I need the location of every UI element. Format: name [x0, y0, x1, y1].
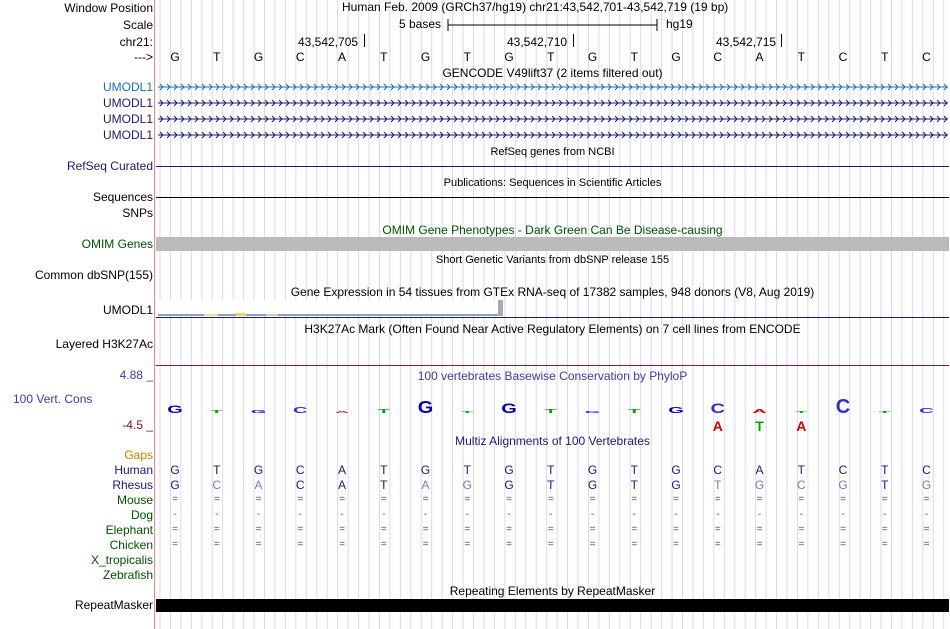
- cons-logo-base: G: [417, 397, 434, 417]
- cons-logo-base: A: [752, 408, 767, 415]
- alignment-base: C: [212, 478, 222, 492]
- alignment-base: C: [295, 478, 305, 492]
- alignment-base: =: [881, 524, 888, 535]
- dbsnp-title[interactable]: Short Genetic Variants from dbSNP release 155: [435, 254, 670, 266]
- alignment-base: A: [254, 478, 263, 492]
- alignment-base: T: [797, 463, 805, 477]
- repeat-bar[interactable]: [156, 599, 949, 612]
- alignment-base: C: [713, 463, 723, 477]
- alignment-base: =: [798, 524, 805, 535]
- alignment-base: G: [671, 478, 681, 492]
- h3k27-line[interactable]: [156, 365, 949, 366]
- species-label[interactable]: Dog: [130, 508, 153, 522]
- alignment-base: =: [756, 539, 763, 550]
- chr-label: chr21:: [119, 35, 153, 49]
- alignment-base: C: [796, 478, 806, 492]
- gtex-title[interactable]: Gene Expression in 54 tissues from GTEx RNA-seq of 17382 samples, 948 donors (V8, Aug 2019): [290, 285, 815, 299]
- alignment-base: =: [213, 524, 220, 535]
- alignment-base: T: [714, 478, 722, 492]
- alignment-base: A: [755, 463, 764, 477]
- coord-tick-3: [781, 34, 782, 47]
- coord-1: 43,542,705: [298, 35, 359, 49]
- omim-label[interactable]: OMIM Genes: [81, 237, 153, 251]
- alignment-base: -: [215, 509, 219, 520]
- cons-logo-base: C: [835, 396, 851, 418]
- alignment-base: =: [339, 539, 345, 550]
- alignment-base: -: [423, 509, 428, 520]
- sequence-base: C: [713, 50, 723, 64]
- alignment-base: A: [337, 463, 346, 477]
- alignment-base: T: [881, 463, 889, 477]
- cons-logo-base: G: [501, 399, 517, 417]
- gencode-title[interactable]: GENCODE V49lift37 (2 items filtered out): [442, 66, 663, 80]
- cons-logo-neg-base: A: [712, 418, 723, 434]
- gaps-label[interactable]: Gaps: [124, 448, 153, 462]
- scale-label: Scale: [122, 18, 153, 32]
- sequence-base: T: [630, 50, 638, 64]
- alignment-base: =: [798, 494, 805, 505]
- alignment-base: =: [255, 539, 262, 550]
- sequence-base: A: [755, 50, 764, 64]
- sequence-base: G: [253, 50, 264, 64]
- gencode-gene-4[interactable]: UMODL1: [102, 128, 153, 142]
- species-label[interactable]: Mouse: [116, 493, 153, 507]
- alignment-base: T: [881, 478, 889, 492]
- cons-logo-base: C: [710, 399, 725, 417]
- cons-logo-base: C: [293, 405, 308, 416]
- alignment-base: =: [380, 539, 387, 550]
- alignment-base: =: [547, 539, 554, 550]
- sequence-base: C: [838, 50, 848, 64]
- species-label[interactable]: Human: [114, 463, 153, 477]
- sequence-base: G: [671, 50, 681, 64]
- alignment-base: -: [799, 509, 803, 520]
- alignment-base: G: [253, 463, 264, 477]
- alignment-base: =: [756, 494, 763, 505]
- cons-min: -4.5 _: [122, 418, 153, 432]
- alignment-base: =: [380, 494, 387, 505]
- alignment-base: -: [590, 509, 595, 520]
- cons-logo-base: G: [167, 403, 183, 416]
- alignment-base: T: [380, 463, 388, 477]
- alignment-base: =: [923, 494, 930, 505]
- alignment-base: G: [587, 463, 598, 477]
- alignment-base: T: [630, 463, 638, 477]
- alignment-base: =: [380, 524, 387, 535]
- alignment-base: =: [547, 494, 554, 505]
- alignment-base: =: [756, 524, 763, 535]
- cons-logo-base: T: [544, 408, 557, 415]
- cons-logo-base: T: [628, 408, 641, 415]
- alignment-base: =: [798, 539, 805, 550]
- species-label[interactable]: Rhesus: [112, 478, 153, 492]
- alignment-base: -: [883, 509, 887, 520]
- alignment-base: G: [462, 478, 472, 492]
- sequence-base: T: [881, 50, 889, 64]
- alignment-base: =: [339, 494, 345, 505]
- alignment-base: G: [420, 463, 431, 477]
- alignment-base: =: [673, 524, 679, 535]
- alignment-base: -: [841, 509, 845, 520]
- alignment-base: =: [589, 494, 596, 505]
- gencode-gene-2[interactable]: UMODL1: [102, 96, 153, 110]
- sequence-base: G: [504, 50, 514, 64]
- alignment-base: =: [840, 539, 846, 550]
- sequence-base: C: [295, 50, 305, 64]
- alignment-base: T: [463, 463, 471, 477]
- alignment-base: =: [840, 524, 846, 535]
- cons-logo-base: T: [210, 409, 223, 415]
- alignment-base: =: [297, 539, 304, 550]
- sequence-base: G: [420, 50, 431, 64]
- cons-logo-base: A: [334, 410, 350, 414]
- refseq-line[interactable]: [156, 166, 949, 167]
- alignment-base: =: [923, 539, 930, 550]
- alignment-base: C: [838, 463, 848, 477]
- species-label[interactable]: Elephant: [105, 523, 153, 537]
- sequence-base: T: [547, 50, 555, 64]
- species-label[interactable]: Chicken: [109, 538, 153, 552]
- alignment-base: =: [840, 494, 846, 505]
- sequence-base: C: [922, 50, 931, 64]
- alignment-base: T: [547, 478, 555, 492]
- alignment-base: =: [714, 494, 721, 505]
- cons-title[interactable]: 100 vertebrates Basewise Conservation by PhyloP: [417, 369, 688, 383]
- alignment-base: =: [589, 524, 596, 535]
- snps-label[interactable]: SNPs: [122, 206, 153, 220]
- cons-logo-neg-base: A: [796, 418, 807, 434]
- cons-logo[interactable]: [156, 395, 950, 435]
- alignment-base: =: [631, 539, 638, 550]
- alignment-base: =: [589, 539, 596, 550]
- alignment-base: =: [213, 494, 220, 505]
- sequences-label[interactable]: Sequences: [92, 190, 153, 204]
- gtex-graph[interactable]: [156, 300, 950, 320]
- alignment-base: =: [464, 524, 471, 535]
- alignment-base: =: [172, 524, 178, 535]
- alignment-base: =: [297, 524, 304, 535]
- strand-arrow-label: --->: [134, 50, 153, 64]
- alignment-base: -: [549, 509, 553, 520]
- scale-bases: 5 bases: [399, 17, 442, 31]
- alignment-base: T: [380, 478, 388, 492]
- cons-logo-base: T: [461, 410, 474, 414]
- alignment-base: C: [295, 463, 305, 477]
- alignment-base: G: [671, 463, 681, 477]
- sequence-base: T: [797, 50, 805, 64]
- alignment-base: G: [921, 478, 932, 492]
- alignment-base: =: [422, 494, 429, 505]
- scale-assembly: hg19: [666, 17, 693, 31]
- cons-label[interactable]: 100 Vert. Cons: [13, 392, 93, 406]
- refseq-label[interactable]: RefSeq Curated: [66, 159, 153, 173]
- cons-logo-base: T: [878, 410, 891, 414]
- alignment-base: -: [256, 509, 261, 520]
- alignment-base: =: [339, 524, 345, 535]
- cons-logo-base: T: [795, 410, 808, 414]
- alignment-base: G: [754, 478, 765, 492]
- cons-logo-base: C: [919, 406, 934, 415]
- alignment-base: -: [716, 509, 720, 520]
- cons-logo-base: G: [250, 409, 267, 415]
- coord-tick-1: [364, 34, 365, 47]
- sequence-base: A: [337, 50, 346, 64]
- alignment-base: =: [506, 539, 512, 550]
- dbsnp-label[interactable]: Common dbSNP(155): [34, 268, 153, 282]
- alignment-base: -: [298, 509, 302, 520]
- alignment-base: =: [673, 539, 679, 550]
- refseq-title[interactable]: RefSeq genes from NCBI: [490, 146, 615, 158]
- alignment-base: -: [674, 509, 678, 520]
- sequence-base: T: [463, 50, 471, 64]
- scale-bar: [446, 18, 660, 32]
- alignment-base: T: [630, 478, 638, 492]
- sequence-base: T: [380, 50, 388, 64]
- alignment-base: T: [547, 463, 555, 477]
- coord-3: 43,542,715: [716, 35, 777, 49]
- gencode-gene-1[interactable]: UMODL1: [102, 80, 153, 94]
- alignment-base: =: [172, 494, 178, 505]
- cons-logo-neg-base: T: [755, 418, 764, 434]
- alignment-base: G: [504, 463, 514, 477]
- sequence-base: T: [213, 50, 221, 64]
- multiz-title[interactable]: Multiz Alignments of 100 Vertebrates: [455, 434, 650, 448]
- gencode-gene-3[interactable]: UMODL1: [102, 112, 153, 126]
- alignment-base: =: [213, 539, 220, 550]
- coord-2: 43,542,710: [507, 35, 568, 49]
- alignment-base: =: [631, 524, 638, 535]
- pubs-title[interactable]: Publications: Sequences in Scientific Articles: [443, 177, 662, 189]
- alignment-base: C: [922, 463, 931, 477]
- alignment-base: G: [587, 478, 598, 492]
- sequence-base: G: [587, 50, 598, 64]
- pubs-line[interactable]: [156, 197, 949, 198]
- cons-logo-base: G: [584, 410, 601, 414]
- alignment-base: -: [924, 509, 929, 520]
- alignment-base: =: [881, 494, 888, 505]
- window-position-label: Window Position: [64, 1, 153, 15]
- alignment-base: -: [340, 509, 344, 520]
- h3k27-title[interactable]: H3K27Ac Mark (Often Found Near Active Regulatory Elements) on 7 cell lines from ENCODE: [304, 322, 801, 336]
- alignment-base: =: [422, 539, 429, 550]
- alignment-base: A: [421, 478, 430, 492]
- species-label[interactable]: Zebrafish: [102, 568, 153, 582]
- alignment-base: A: [337, 478, 346, 492]
- alignment-base: =: [297, 494, 304, 505]
- alignment-base: =: [923, 524, 930, 535]
- gtex-label[interactable]: UMODL1: [102, 303, 153, 317]
- alignment-base: =: [255, 494, 262, 505]
- alignment-base: =: [673, 494, 679, 505]
- species-label[interactable]: X_tropicalis: [90, 553, 153, 567]
- alignment-base: =: [172, 539, 178, 550]
- alignment-base: =: [506, 494, 512, 505]
- alignment-base: =: [464, 494, 471, 505]
- omim-bar[interactable]: [156, 237, 949, 251]
- alignment-base: -: [757, 509, 762, 520]
- cons-logo-base: T: [377, 408, 390, 415]
- alignment-base: G: [504, 478, 514, 492]
- cons-max: 4.88 _: [119, 368, 153, 382]
- repeat-title[interactable]: Repeating Elements by RepeatMasker: [449, 584, 656, 598]
- alignment-base: =: [464, 539, 471, 550]
- alignment-base: -: [507, 509, 511, 520]
- cons-logo-base: G: [668, 405, 684, 416]
- alignment-base: T: [213, 463, 221, 477]
- alignment-base: G: [170, 463, 180, 477]
- alignment-base: -: [173, 509, 177, 520]
- h3k27-label[interactable]: Layered H3K27Ac: [55, 337, 153, 351]
- alignment-base: =: [422, 524, 429, 535]
- coord-tick-2: [573, 34, 574, 47]
- alignment-base: G: [170, 478, 180, 492]
- alignment-base: -: [632, 509, 636, 520]
- alignment-base: =: [881, 539, 888, 550]
- alignment-base: =: [631, 494, 638, 505]
- label-divider: [154, 0, 155, 629]
- alignment-base: =: [255, 524, 262, 535]
- omim-title[interactable]: OMIM Gene Phenotypes - Dark Green Can Be Disease-causing: [382, 223, 723, 237]
- alignment-base: =: [714, 539, 721, 550]
- alignment-base: =: [547, 524, 554, 535]
- alignment-base: =: [714, 524, 721, 535]
- repeat-label[interactable]: RepeatMasker: [74, 598, 153, 612]
- sequence-base: G: [170, 50, 180, 64]
- gencode-transcripts[interactable]: [156, 80, 950, 142]
- alignment-base: =: [506, 524, 512, 535]
- alignment-base: G: [838, 478, 848, 492]
- alignment-base: -: [382, 509, 386, 520]
- alignment-base: -: [465, 509, 469, 520]
- window-position-text: Human Feb. 2009 (GRCh37/hg19) chr21:43,542,701-43,542,719 (19 bp): [342, 0, 729, 14]
